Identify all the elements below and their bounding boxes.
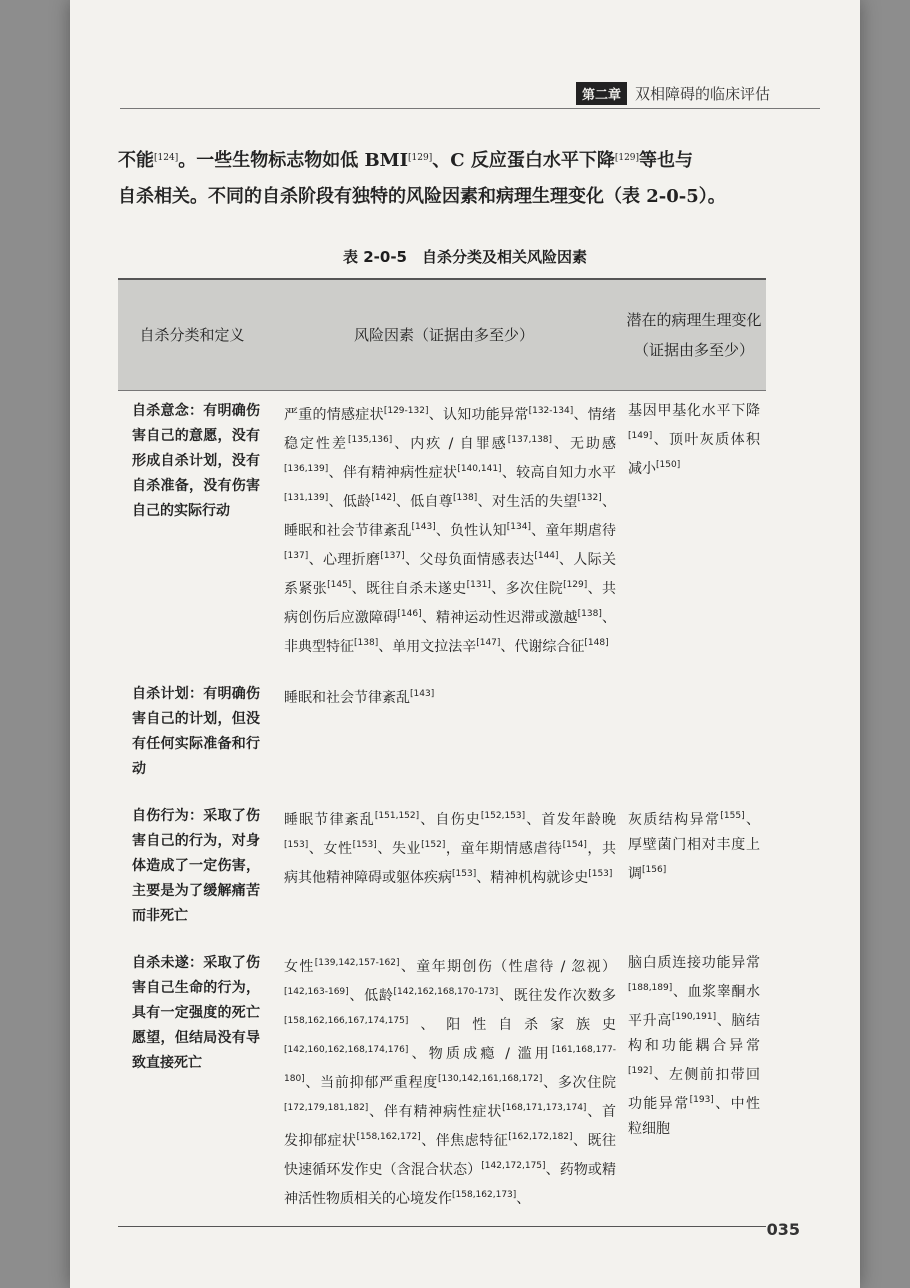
citation-ref: [150] (656, 460, 681, 470)
citation-ref: [134] (506, 522, 531, 532)
table-row (118, 943, 766, 1227)
citation-ref: [132-134] (528, 406, 574, 416)
risk-factors-cell (266, 943, 622, 1227)
citation-ref: [161,168,177-180] (284, 1045, 616, 1084)
text-run: 、多次住院 (490, 581, 564, 597)
text-run: 、既往快速循环发作史（含混合状态） (284, 1133, 617, 1178)
citation-ref: [147] (476, 638, 501, 648)
citation-ref: [129] (408, 153, 433, 163)
text-run: 、父母负面情感表达 (404, 552, 535, 568)
intro-paragraph (118, 140, 818, 215)
text-run: 、既往发作次数多 (498, 988, 616, 1004)
definition-cell: 自杀意念：有明确伤害自己的意愿，没有形成自杀计划，没有自杀准备，没有伤害自己的实际行动 (132, 403, 260, 519)
header-pathology: 潜在的病理生理变化（证据由多至少） (622, 279, 766, 391)
text-run: 。一些生物标志物如低 BMI (178, 150, 409, 171)
text-run: 、低自尊 (395, 494, 454, 510)
text-run: 、首发抑郁症状 (284, 1104, 617, 1149)
text-run: 、无助感 (552, 436, 617, 452)
text-run: 等也与 (639, 150, 694, 171)
citation-ref: [154] (562, 840, 587, 850)
text-run: ，共病其他精神障碍或躯体疾病 (284, 841, 617, 886)
table-header-row (118, 279, 766, 391)
citation-ref: [156] (642, 865, 667, 875)
text-run: 、伴有精神病性症状 (368, 1104, 503, 1120)
citation-ref: [129-132] (383, 406, 429, 416)
text-run: 、脑结构和功能耦合异常 (628, 1013, 760, 1054)
text-run: 严重的情感症状 (284, 407, 384, 423)
intro-line-2 (118, 179, 818, 215)
text-run: ，童年期情感虐待 (445, 841, 563, 857)
table-row (118, 674, 766, 796)
citation-ref: [135,136] (347, 435, 393, 445)
intro-line-1 (118, 140, 818, 179)
text-run: 、共病创伤后应激障碍 (284, 581, 617, 626)
definition-cell: 自伤行为：采取了伤害自己的行为，对身体造成了一定伤害，主要是为了缓解痛苦而非死亡 (132, 808, 260, 924)
running-head (576, 82, 770, 105)
citation-ref: [193] (689, 1095, 714, 1105)
pathology-cell (622, 674, 766, 796)
citation-ref: [129] (614, 153, 640, 163)
citation-ref: [137] (284, 551, 309, 561)
citation-ref: [152] (421, 840, 446, 850)
text-run: 、左侧前扣带回功能异常 (628, 1067, 760, 1112)
citation-ref: [142,163-169] (284, 987, 349, 997)
text-run: 、血浆睾酮水平升高 (628, 984, 760, 1029)
citation-ref: [158,162,172] (356, 1132, 421, 1142)
table-row (118, 391, 766, 675)
text-run: 、阳性自杀家族史 (408, 1017, 616, 1033)
text-run: 、童年期创伤（性虐待 / 忽视） (399, 959, 617, 975)
text-run: 灰质结构异常 (628, 812, 721, 828)
citation-ref: [153] (452, 869, 477, 879)
header-rule (120, 108, 820, 109)
citation-ref: [137,138] (507, 435, 553, 445)
page-number: 035 (766, 1220, 800, 1239)
pathology-cell (622, 943, 766, 1227)
text-run: 睡眠节律紊乱 (284, 812, 375, 828)
text-run: 、认知功能异常 (428, 407, 529, 423)
risk-factors-cell (266, 674, 622, 796)
text-run: 、心理折磨 (308, 552, 381, 568)
definition-cell: 自杀计划：有明确伤害自己的计划，但没有任何实际准备和行动 (132, 686, 260, 777)
table-row (118, 796, 766, 943)
text-run: 、失业 (376, 841, 422, 857)
citation-ref: [158,162,173] (452, 1190, 517, 1200)
citation-ref: [168,171,173,174] (502, 1103, 587, 1113)
text-run: 脑白质连接功能异常 (628, 955, 760, 971)
book-page (70, 0, 860, 1288)
citation-ref: [138] (354, 638, 379, 648)
text-run: 基因甲基化水平下降 (628, 403, 760, 419)
text-run: 、首发年龄晚 (525, 812, 617, 828)
text-run: 、童年期虐待 (530, 523, 617, 539)
citation-ref: [149] (628, 431, 653, 441)
citation-ref: [188,189] (628, 983, 673, 993)
text-run: 、非典型特征 (284, 610, 617, 655)
text-run: 不能 (118, 150, 154, 171)
citation-ref: [148] (584, 638, 609, 648)
text-run: 、低龄 (328, 494, 372, 510)
text-run: 、精神机构就诊史 (476, 870, 589, 886)
text-run: 、自伤史 (419, 812, 481, 828)
citation-ref: [172,179,181,182] (284, 1103, 369, 1113)
text-run: 、精神运动性迟滞或激越 (421, 610, 578, 626)
text-run: 、C 反应蛋白水平下降 (432, 150, 615, 171)
citation-ref: [136,139] (284, 464, 329, 474)
citation-ref: [131,139] (284, 493, 329, 503)
text-run: 、情绪稳定性差 (284, 407, 617, 452)
citation-ref: [158,162,166,167,174,175] (284, 1016, 409, 1026)
citation-ref: [124] (154, 153, 179, 163)
citation-ref: [190,191] (671, 1012, 717, 1022)
text-run: 、单用文拉法辛 (378, 639, 477, 655)
text-run: 自杀相关。不同的自杀阶段有独特的风险因素和病理生理变化（表 2-0-5）。 (118, 186, 726, 207)
text-run: 、对生活的失望 (477, 494, 578, 510)
text-run: 、物质成瘾 / 滥用 (408, 1046, 552, 1062)
citation-ref: [144] (534, 551, 559, 561)
text-run: 、代谢综合征 (500, 639, 585, 655)
text-run: 、当前抑郁严重程度 (304, 1075, 438, 1091)
table-title: 表 2-0-5 自杀分类及相关风险因素 (343, 248, 587, 266)
citation-ref: [143] (410, 689, 435, 699)
text-run: 、伴焦虑特征 (420, 1133, 509, 1149)
citation-ref: [138] (453, 493, 478, 503)
citation-ref: [132] (577, 493, 602, 503)
text-run: 、药物或精神活性物质相关的心境发作 (284, 1162, 616, 1207)
citation-ref: [140,141] (457, 464, 502, 474)
text-run: 、负性认知 (435, 523, 507, 539)
pathology-cell (622, 391, 766, 675)
citation-ref: [192] (628, 1066, 653, 1076)
citation-ref: [153] (352, 840, 377, 850)
citation-ref: [153] (284, 840, 309, 850)
citation-ref: [142,160,162,168,174,176] (284, 1045, 409, 1055)
citation-ref: [137] (380, 551, 405, 561)
text-run: 、内疚 / 自罪感 (392, 436, 508, 452)
citation-ref: [139,142,157-162] (314, 958, 400, 968)
text-run: 女性 (284, 959, 315, 975)
citation-ref: [129] (563, 580, 588, 590)
citation-ref: [143] (411, 522, 436, 532)
text-run: 、人际关系紧张 (284, 552, 617, 597)
citation-ref: [151,152] (374, 811, 420, 821)
risk-factors-cell (266, 391, 622, 675)
citation-ref: [146] (397, 609, 422, 619)
text-run: 睡眠和社会节律紊乱 (284, 690, 410, 706)
header-risk-factors: 风险因素（证据由多至少） (266, 279, 622, 391)
citation-ref: [162,172,182] (508, 1132, 573, 1142)
risk-factors-cell (266, 796, 622, 943)
header-definition: 自杀分类和定义 (118, 279, 266, 391)
chapter-title: 双相障碍的临床评估 (634, 85, 770, 103)
citation-ref: [152,153] (480, 811, 526, 821)
text-run: 、中性粒细胞 (628, 1096, 761, 1137)
text-run: 、低龄 (348, 988, 394, 1004)
suicide-risk-table (118, 278, 766, 1227)
citation-ref: [130,142,161,168,172] (438, 1074, 543, 1084)
citation-ref: [142] (371, 493, 396, 503)
chapter-label: 第二章 (576, 82, 627, 105)
citation-ref: [155] (720, 811, 745, 821)
text-run: 、伴有精神病性症状 (328, 465, 458, 481)
text-run: 、多次住院 (542, 1075, 617, 1091)
text-run: 、较高自知力水平 (501, 465, 617, 481)
citation-ref: [153] (588, 869, 613, 879)
text-run: 、顶叶灰质体积减小 (628, 432, 760, 477)
text-run: 、女性 (308, 841, 353, 857)
citation-ref: [142,162,168,170-173] (393, 987, 499, 997)
citation-ref: [145] (327, 580, 352, 590)
citation-ref: [131] (466, 580, 491, 590)
citation-ref: [138] (577, 609, 602, 619)
text-run: 、厚壁菌门相对丰度上调 (628, 812, 761, 882)
pathology-cell (622, 796, 766, 943)
definition-cell: 自杀未遂：采取了伤害自己生命的行为，具有一定强度的死亡愿望，但结局没有导致直接死亡 (118, 943, 266, 1227)
text-run: 、睡眠和社会节律紊乱 (284, 494, 617, 539)
text-run: 、 (516, 1191, 531, 1207)
text-run: 、既往自杀未遂史 (351, 581, 467, 597)
citation-ref: [142,172,175] (481, 1161, 546, 1171)
